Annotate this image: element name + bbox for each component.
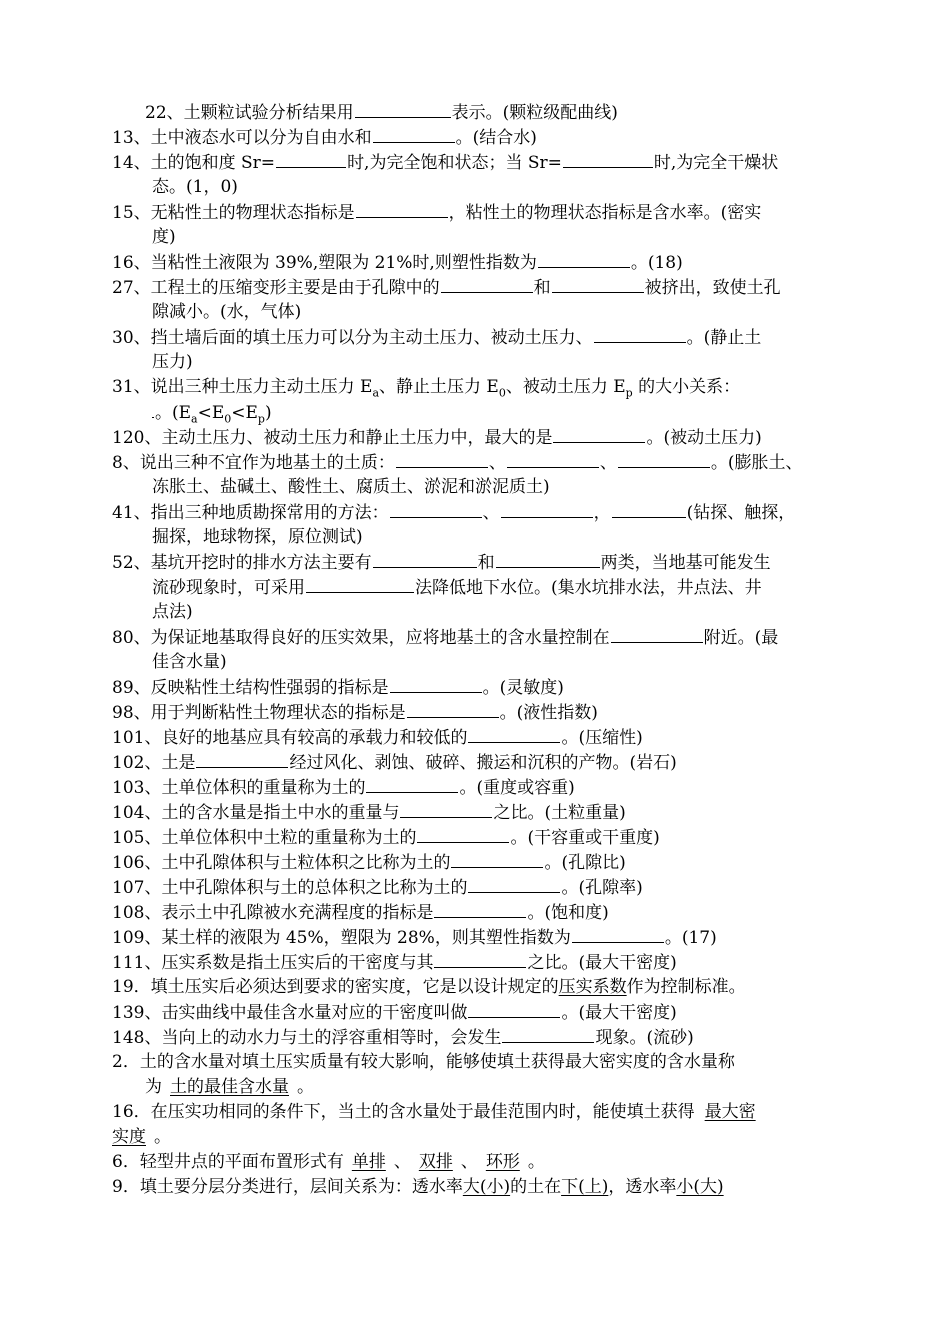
- question-text: 点法): [152, 602, 193, 622]
- question-text: 139、击实曲线中最佳含水量对应的干密度叫做: [112, 1003, 468, 1023]
- question-text: 19．填土压实后必须达到要求的密实度，它是以设计规定的: [112, 977, 559, 997]
- subscript: a: [191, 412, 198, 426]
- question-text: 。(孔隙比): [544, 853, 626, 873]
- question-text: 、静止土压力 E: [379, 377, 499, 397]
- question-41-cont: [152, 525, 882, 549]
- question-text: ，粘性土的物理状态指标是含水率。(密实: [448, 203, 762, 223]
- question-41: [112, 500, 842, 525]
- question-15-cont: [152, 225, 882, 249]
- question-148: [112, 1025, 842, 1050]
- answer-blank: [538, 250, 630, 268]
- answer-blank: [451, 850, 543, 868]
- question-52-cont2: [152, 600, 882, 624]
- question-text: 。: [527, 1152, 545, 1172]
- question-text: 。(灵敏度): [482, 678, 564, 698]
- question-89: [112, 675, 842, 700]
- subscript: 0: [498, 386, 506, 400]
- question-80-cont: [152, 650, 882, 674]
- question-text: 的大小关系：: [632, 377, 741, 397]
- question-text: 。(结合水): [455, 128, 537, 148]
- question-52-cont: [152, 575, 882, 600]
- question-text: (钻探、触探，: [686, 503, 796, 523]
- answer-blank: [441, 275, 533, 293]
- question-text: 的土在: [510, 1177, 562, 1197]
- question-text: 13、土中液态水可以分为自由水和: [112, 128, 372, 148]
- question-text: 。(液性指数): [499, 703, 598, 723]
- answer-blank: [496, 550, 600, 568]
- answer-blank: [152, 400, 154, 418]
- question-text: 27、工程土的压缩变形主要是由于孔隙中的: [112, 278, 440, 298]
- answer-blank: [390, 500, 482, 518]
- question-text: 。: [154, 1127, 171, 1147]
- question-text: 41、指出三种地质勘探常用的方法：: [112, 503, 389, 523]
- question-text: 时,为完全饱和状态；当 Sr=: [347, 153, 562, 173]
- question-text: 98、用于判断粘性土物理状态的指标是: [112, 703, 406, 723]
- question-text: 、: [460, 1152, 478, 1172]
- question-text: 14、土的饱和度 Sr=: [112, 153, 276, 173]
- question-text: 107、土中孔隙体积与土的总体积之比称为土的: [112, 878, 468, 898]
- question-text: 104、土的含水量是指土中水的重量与: [112, 803, 400, 823]
- question-109: [112, 925, 842, 950]
- answer-blank: [355, 100, 451, 118]
- question-text: 、: [488, 453, 506, 473]
- question-9: [112, 1175, 842, 1199]
- question-text: 22、土颗粒试验分析结果用: [145, 103, 354, 123]
- subscript: p: [625, 386, 633, 400]
- question-16: [112, 250, 842, 275]
- question-text: 120、主动土压力、被动土压力和静止土压力中，最大的是: [112, 428, 553, 448]
- answer-blank: [502, 1025, 594, 1043]
- question-text: 。(E: [155, 403, 192, 423]
- answer-blank: [468, 725, 560, 743]
- answer-blank: [366, 775, 458, 793]
- question-16b-cont: [112, 1125, 842, 1149]
- filled-answer: 环形: [485, 1152, 520, 1172]
- question-text: 法降低地下水位。(集水坑排水法，井点法、井: [415, 578, 762, 598]
- answer-blank: [373, 125, 455, 143]
- question-text: 、: [393, 1152, 411, 1172]
- question-text: 之比。(最大干密度): [527, 953, 677, 973]
- subscript: p: [257, 412, 265, 426]
- question-text: 9．填土要分层分类进行，层间关系为：透水率: [112, 1177, 463, 1197]
- question-text: 。(膨胀土、: [710, 453, 803, 473]
- question-text: 、被动土压力 E: [505, 377, 626, 397]
- question-text: 101、良好的地基应具有较高的承载力和较低的: [112, 728, 468, 748]
- question-22: [145, 100, 875, 125]
- question-text: 106、土中孔隙体积与土粒体积之比称为土的: [112, 853, 451, 873]
- answer-blank: [563, 150, 653, 168]
- answer-blank: [468, 1000, 560, 1018]
- question-text: 。(饱和度): [527, 903, 609, 923]
- question-120: [112, 425, 842, 450]
- answer-blank: [356, 200, 448, 218]
- answer-blank: [552, 275, 644, 293]
- question-text: 8、说出三种不宜作为地基土的土质：: [112, 453, 395, 473]
- question-text: 压力): [152, 352, 193, 372]
- filled-answer: 双排: [418, 1152, 453, 1172]
- question-text: 、: [599, 453, 617, 473]
- filled-answer: 压实系数: [558, 977, 627, 997]
- filled-answer: 小(大): [676, 1177, 724, 1197]
- question-text: ): [264, 403, 272, 423]
- question-text: 。(被动土压力): [646, 428, 762, 448]
- filled-answer: 最大密: [704, 1102, 756, 1122]
- question-text: 108、表示土中孔隙被水充满程度的指标是: [112, 903, 434, 923]
- answer-blank: [390, 675, 482, 693]
- question-8: [112, 450, 842, 475]
- question-104: [112, 800, 842, 825]
- question-106: [112, 850, 842, 875]
- question-text: 111、压实系数是指土压实后的干密度与其: [112, 953, 434, 973]
- question-text: 80、为保证地基取得良好的压实效果，应将地基土的含水量控制在: [112, 628, 610, 648]
- answer-blank: [396, 450, 488, 468]
- question-19: [112, 975, 842, 999]
- question-text: 148、当向上的动水力与土的浮容重相等时，会发生: [112, 1028, 502, 1048]
- question-text: 作为控制标准。: [626, 977, 746, 997]
- question-27-cont: [152, 300, 882, 324]
- answer-blank: [553, 425, 645, 443]
- answer-blank: [594, 325, 686, 343]
- question-text: 。(重度或容重): [459, 778, 575, 798]
- question-102: [112, 750, 842, 775]
- answer-blank: [611, 625, 703, 643]
- question-27: [112, 275, 842, 300]
- filled-answer: 土的最佳含水量: [170, 1077, 289, 1097]
- answer-blank: [468, 875, 560, 893]
- question-text: 2．土的含水量对填土压实质量有较大影响，能够使填土获得最大密实度的含水量称: [112, 1052, 735, 1072]
- answer-blank: [196, 750, 288, 768]
- question-text: 现象。(流砂): [595, 1028, 694, 1048]
- question-103: [112, 775, 842, 800]
- question-text: 时,为完全干燥状: [653, 153, 779, 173]
- question-text: 、: [482, 503, 500, 523]
- answer-blank: [400, 800, 492, 818]
- subscript: 0: [224, 412, 232, 426]
- question-30: [112, 325, 842, 350]
- question-text: 109、某土样的液限为 45%，塑限为 28%，则其塑性指数为: [112, 928, 571, 948]
- question-98: [112, 700, 842, 725]
- question-16b: [112, 1100, 842, 1124]
- answer-blank: [572, 925, 664, 943]
- question-text: 103、土单位体积的重量称为土的: [112, 778, 366, 798]
- filled-answer: 大(小): [462, 1177, 511, 1197]
- question-text: 两类，当地基可能发生: [600, 553, 771, 573]
- question-13: [112, 125, 842, 150]
- question-text: 表示。(颗粒级配曲线): [451, 103, 618, 123]
- question-111: [112, 950, 842, 975]
- question-text: 流砂现象时，可采用: [152, 578, 305, 598]
- question-80: [112, 625, 842, 650]
- question-text: 为: [145, 1077, 162, 1097]
- question-14: [112, 150, 842, 175]
- answer-blank: [417, 825, 509, 843]
- answer-blank: [501, 500, 593, 518]
- answer-blank: [306, 575, 414, 593]
- question-text: 105、土单位体积中土粒的重量称为土的: [112, 828, 417, 848]
- question-text: 态。(1，0): [152, 177, 238, 197]
- answer-blank: [507, 450, 599, 468]
- question-139: [112, 1000, 842, 1025]
- question-text: 隙减小。(水，气体): [152, 302, 302, 322]
- question-text: 度): [152, 227, 176, 247]
- question-text: 16．在压实功相同的条件下，当土的含水量处于最佳范围内时，能使填土获得: [112, 1102, 695, 1122]
- question-6: [112, 1150, 842, 1174]
- question-2-cont: [145, 1075, 875, 1099]
- question-14-cont: [152, 175, 882, 199]
- answer-blank: [407, 700, 499, 718]
- question-text: 被挤出，致使土孔: [644, 278, 781, 298]
- question-text: <E: [231, 403, 258, 423]
- question-8-cont: [152, 475, 882, 499]
- question-text: 。(17): [664, 928, 717, 948]
- filled-answer: 实度: [112, 1127, 146, 1147]
- question-text: 6．轻型井点的平面布置形式有: [112, 1152, 344, 1172]
- filled-answer: 下(上): [561, 1177, 609, 1197]
- answer-blank: [612, 500, 686, 518]
- question-text: 。(静止土: [686, 328, 762, 348]
- question-text: 31、说出三种土压力主动土压力 E: [112, 377, 373, 397]
- question-text: 30、挡土墙后面的填土压力可以分为主动土压力、被动土压力、: [112, 328, 593, 348]
- answer-blank: [434, 900, 526, 918]
- question-text: 经过风化、剥蚀、破碎、搬运和沉积的产物。(岩石): [289, 753, 677, 773]
- answer-blank: [373, 550, 477, 568]
- question-2: [112, 1050, 842, 1074]
- answer-blank: [618, 450, 710, 468]
- question-text: 16、当粘性土液限为 39%,塑限为 21%时,则塑性指数为: [112, 253, 537, 273]
- question-105: [112, 825, 842, 850]
- question-101: [112, 725, 842, 750]
- question-text: 佳含水量): [152, 652, 227, 672]
- question-text: <E: [197, 403, 225, 423]
- question-text: 。(干容重或干重度): [510, 828, 660, 848]
- answer-blank: [276, 150, 346, 168]
- question-text: 掘探，地球物探，原位测试): [152, 527, 363, 547]
- filled-answer: 单排: [351, 1152, 386, 1172]
- question-108: [112, 900, 842, 925]
- answer-blank: [434, 950, 526, 968]
- question-text: 。(孔隙率): [561, 878, 643, 898]
- question-52: [112, 550, 842, 575]
- question-text: 之比。(土粒重量): [493, 803, 626, 823]
- question-text: 。: [297, 1077, 314, 1097]
- question-text: 89、反映粘性土结构性强弱的指标是: [112, 678, 389, 698]
- question-text: 和: [477, 553, 495, 573]
- question-text: 。(最大干密度): [561, 1003, 677, 1023]
- question-text: ，: [593, 503, 611, 523]
- question-text: 冻胀土、盐碱土、酸性土、腐质土、淤泥和淤泥质土): [152, 477, 550, 497]
- question-107: [112, 875, 842, 900]
- question-15: [112, 200, 842, 225]
- question-text: 。(18): [630, 253, 683, 273]
- question-text: 。(压缩性): [561, 728, 643, 748]
- question-30-cont: [152, 350, 882, 374]
- question-text: 52、基坑开挖时的排水方法主要有: [112, 553, 372, 573]
- question-text: 102、土是: [112, 753, 196, 773]
- question-text: ，透水率: [608, 1177, 677, 1197]
- question-text: 和: [533, 278, 551, 298]
- subscript: a: [372, 386, 380, 400]
- question-text: 附近。(最: [703, 628, 779, 648]
- question-text: 15、无粘性土的物理状态指标是: [112, 203, 355, 223]
